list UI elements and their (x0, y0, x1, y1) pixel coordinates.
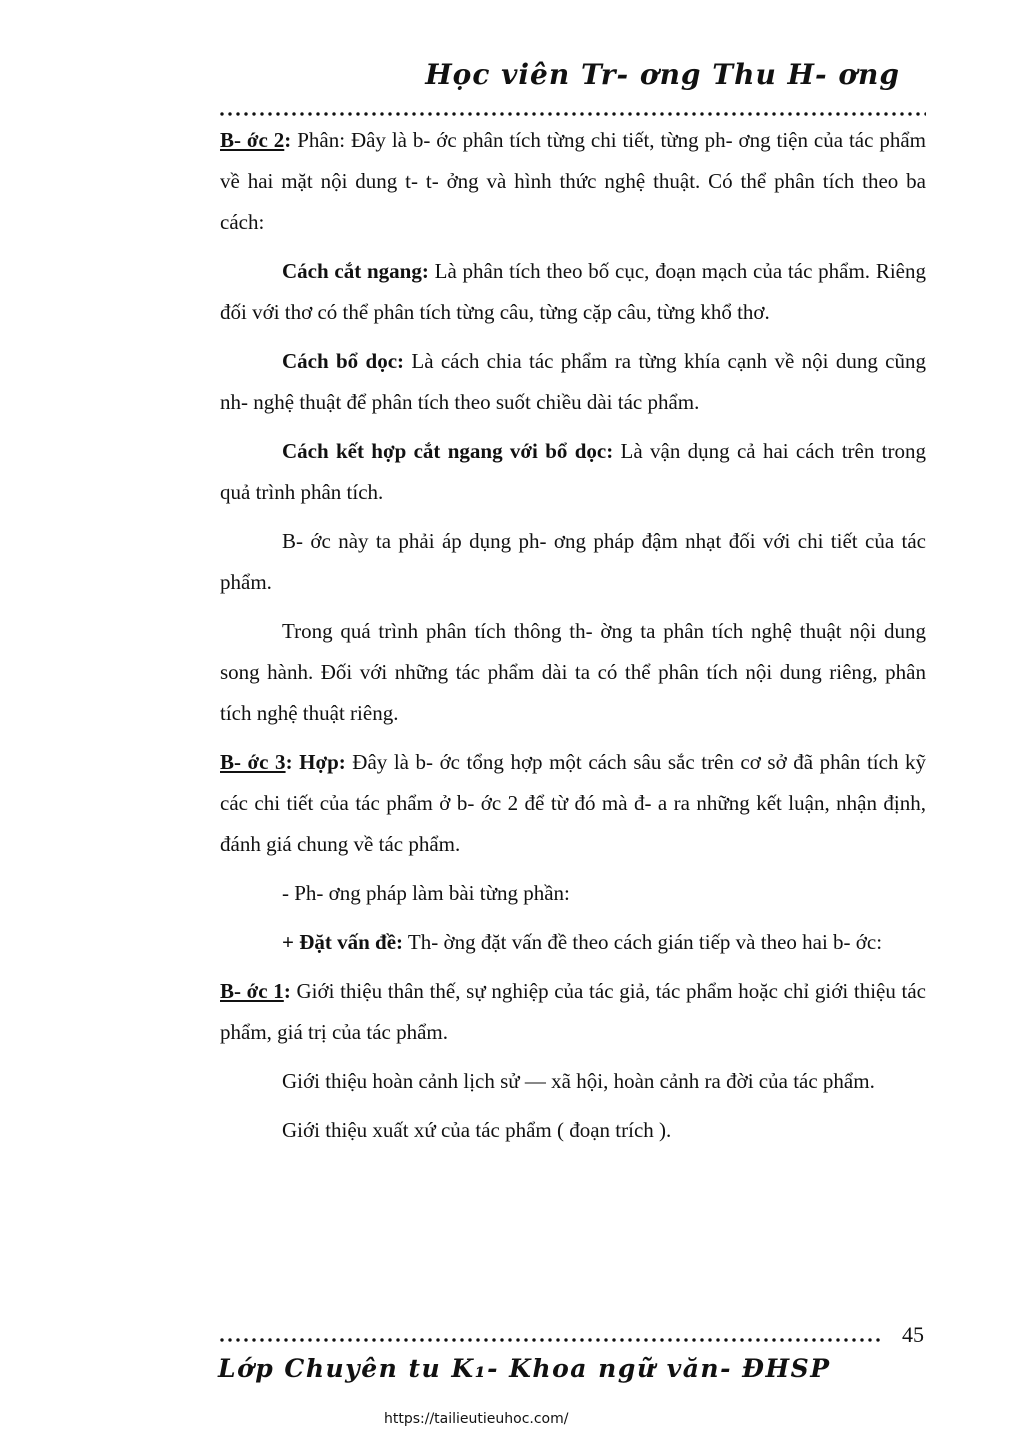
paragraph-method-parts: - Ph- ơng pháp làm bài từng phần: (282, 881, 570, 905)
paragraph-origin: Giới thiệu xuất xứ của tác phẩm ( đoạn trích ). (282, 1118, 672, 1142)
intro-problem-text: Th- ờng đặt vấn đề theo cách gián tiếp và theo hai b- ớc: (403, 930, 883, 954)
footer-dotted-divider (218, 1338, 880, 1342)
paragraph-emphasis-method: B- ớc này ta phải áp dụng ph- ơng pháp đậm nhạt đối với chi tiết của tác phẩm. (220, 529, 926, 594)
paragraph-vertical-cut (220, 341, 926, 423)
step-1-text: Giới thiệu thân thế, sự nghiệp của tác giả, tác phẩm hoặc chỉ giới thiệu tác phẩm, giá trị của tác phẩm. (220, 979, 927, 1044)
step-2-text: Phân: Đây là b- ớc phân tích từng chi tiết, từng ph- ơng tiện của tác phẩm về hai mặt nội dung t- t- ởng và hình thức nghệ thuật. Có thể phân tích theo ba cách: (220, 128, 926, 234)
paragraph-historical-context: Giới thiệu hoàn cảnh lịch sử — xã hội, hoàn cảnh ra đời của tác phẩm. (282, 1069, 875, 1093)
horizontal-cut-heading: Cách cắt ngang: (282, 259, 429, 283)
step-2-heading: B- ớc 2 (220, 128, 285, 152)
step-3-heading: B- ớc 3 (220, 750, 286, 774)
paragraph-intro-problem (220, 922, 926, 963)
page-header-title: Học viên Tr- ơng Thu H- ơng (425, 58, 900, 91)
step-1-colon: : (283, 979, 291, 1003)
combined-cut-heading: Cách kết hợp cắt ngang với bổ dọc: (282, 439, 614, 463)
footer-title: Lớp Chuyên tu K₁- Khoa ngữ văn- ĐHSP (218, 1354, 831, 1383)
footer-url[interactable]: https://tailieutieuhoc.com/ (384, 1411, 569, 1427)
paragraph-combined-cut (220, 431, 926, 513)
combined-cut-text: Là vận dụng cả hai cách trên trong quả trình phân tích. (220, 439, 926, 504)
paragraph-analysis-process: Trong quá trình phân tích thông th- ờng ta phân tích nghệ thuật nội dung song hành. Đối với những tác phẩm dài ta có thể phân tích nội dung riêng, phân tích nghệ thuật riêng. (220, 619, 926, 725)
paragraph-step-3 (220, 742, 926, 865)
step-3-subheading: : Hợp: (285, 750, 346, 774)
intro-problem-heading: + Đặt vấn đề: (282, 930, 404, 954)
paragraph-step-2 (220, 120, 926, 243)
paragraph-horizontal-cut (220, 251, 926, 333)
vertical-cut-heading: Cách bổ dọc: (282, 349, 405, 373)
step-2-colon: : (284, 128, 292, 152)
page-number: 45 (902, 1322, 924, 1347)
header-dotted-divider (218, 112, 926, 116)
body-content (220, 120, 926, 1159)
step-3-text: Đây là b- ớc tổng hợp một cách sâu sắc trên cơ sở đã phân tích kỹ các chi tiết của tác phẩm ở b- ớc 2 để từ đó mà đ- a ra những kết luận, nhận định, đánh giá chung về tác phẩm. (220, 750, 927, 856)
paragraph-step-1 (220, 971, 926, 1053)
horizontal-cut-text: Là phân tích theo bố cục, đoạn mạch của tác phẩm. Riêng đối với thơ có thể phân tích từng câu, từng cặp câu, từng khổ thơ. (220, 259, 926, 324)
vertical-cut-text: Là cách chia tác phẩm ra từng khía cạnh về nội dung cũng nh- nghệ thuật để phân tích theo suốt chiều dài tác phẩm. (220, 349, 926, 414)
step-1-heading: B- ớc 1 (220, 979, 284, 1003)
